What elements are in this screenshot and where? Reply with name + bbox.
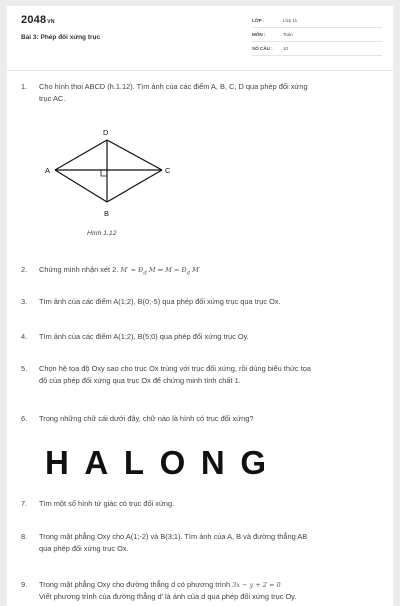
question-8-line-1: Trong mặt phẳng Oxy cho A(1;-2) và B(3;1). Tìm ảnh của A, B và đường thẳng AB	[39, 532, 308, 541]
question-5-line-1: Chọn hệ tọa độ Oxy sao cho trục Ox trùng với trục đối xứng, rồi dùng biểu thức tọa	[39, 364, 311, 373]
figure-caption: Hình 1.12	[87, 230, 117, 237]
meta-class: LỚP : Lớp 11	[252, 16, 382, 28]
right-angle-mark	[101, 170, 107, 176]
point-label-d: D	[103, 128, 109, 137]
question-5-line-2: độ của phép đối xứng qua trục Ox để chứng minh tính chất 1.	[39, 376, 241, 385]
meta-question-count: SỐ CÂU : 10	[252, 44, 382, 56]
point-label-b: B	[104, 209, 110, 218]
worksheet-header	[7, 6, 393, 68]
header-divider	[7, 70, 393, 71]
question-1-line-2: trục AC.	[39, 94, 66, 103]
point-label-a: A	[45, 166, 51, 175]
edge-ab	[55, 170, 107, 202]
question-1-line-1: Cho hình thoi ABCD (h.1.12). Tìm ảnh của các điểm A, B, C, D qua phép đối xứng	[39, 82, 308, 91]
edge-da	[55, 140, 107, 170]
site-logo[interactable]: 2048VN	[21, 14, 55, 26]
question-8-line-2: qua phép đối xứng trục Ox.	[39, 544, 129, 553]
lesson-title: Bài 3: Phép đối xứng trục	[21, 34, 101, 41]
question-9-formula: 3x − y + 2 = 0	[232, 581, 281, 589]
worksheet-page: 2048VN Bài 3: Phép đối xứng trục LỚP : Lớp 11 MÔN : Toán SỐ CÂU : 10 1. Cho hình thoi ABCD (h.1.12). Tìm ảnh của các điểm A, B, C, D qua phép đối xứng trục AC. D A C B Hình 1.12 2. Chứng minh nhận xét 2. $M' = Đ_d$ M ⇔ $M = Đ_d$ M′ 3. Tìm ảnh của các điểm A(1;2), B(0;-5) qua phép đối xứng trục qua trục Ox. 4. Tìm ảnh của các điểm A(1;2), B(5;0) qua phép đối xứng trục Oy. 5. Chọn hệ tọa độ Oxy sao cho trục Ox trùng với trục đối xứng, rồi dùng biểu thức tọa độ của phép đối xứng qua trục Ox để chứng minh tính chất 1. 6. Trong những chữ cái dưới đây, chữ nào là hình có trục đối xứng? HALONG 7. Tìm một số hình tứ giác có trục đối xứng. 8. Trong mặt phẳng Oxy cho A(1;-2) và B(3;1). Tìm ảnh của A, B và đường thẳng AB qua phép đối xứng trục Ox. 9. Trong mặt phẳng Oxy cho đường thẳng d có phương trình 3x − y + 2 = 0 Viết phương trình của đường thẳng d′ là ảnh của d qua phép đối xứng trục Oy.	[7, 6, 393, 606]
question-9-line-1: Trong mặt phẳng Oxy cho đường thẳng d có phương trình 3x − y + 2 = 0	[39, 580, 281, 589]
meta-subject: MÔN : Toán	[252, 30, 382, 42]
question-9-line-2: Viết phương trình của đường thẳng d′ là ảnh của d qua phép đối xứng trục Oy.	[39, 592, 297, 601]
edge-cb	[107, 170, 162, 202]
rhombus-figure	[37, 120, 187, 230]
edge-dc	[107, 140, 162, 170]
question-2-formula: $M' = Đ_d$ M ⇔ $M = Đ_d$ M′	[120, 266, 201, 277]
point-label-c: C	[165, 166, 171, 175]
halong-letters: HALONG	[45, 444, 282, 481]
